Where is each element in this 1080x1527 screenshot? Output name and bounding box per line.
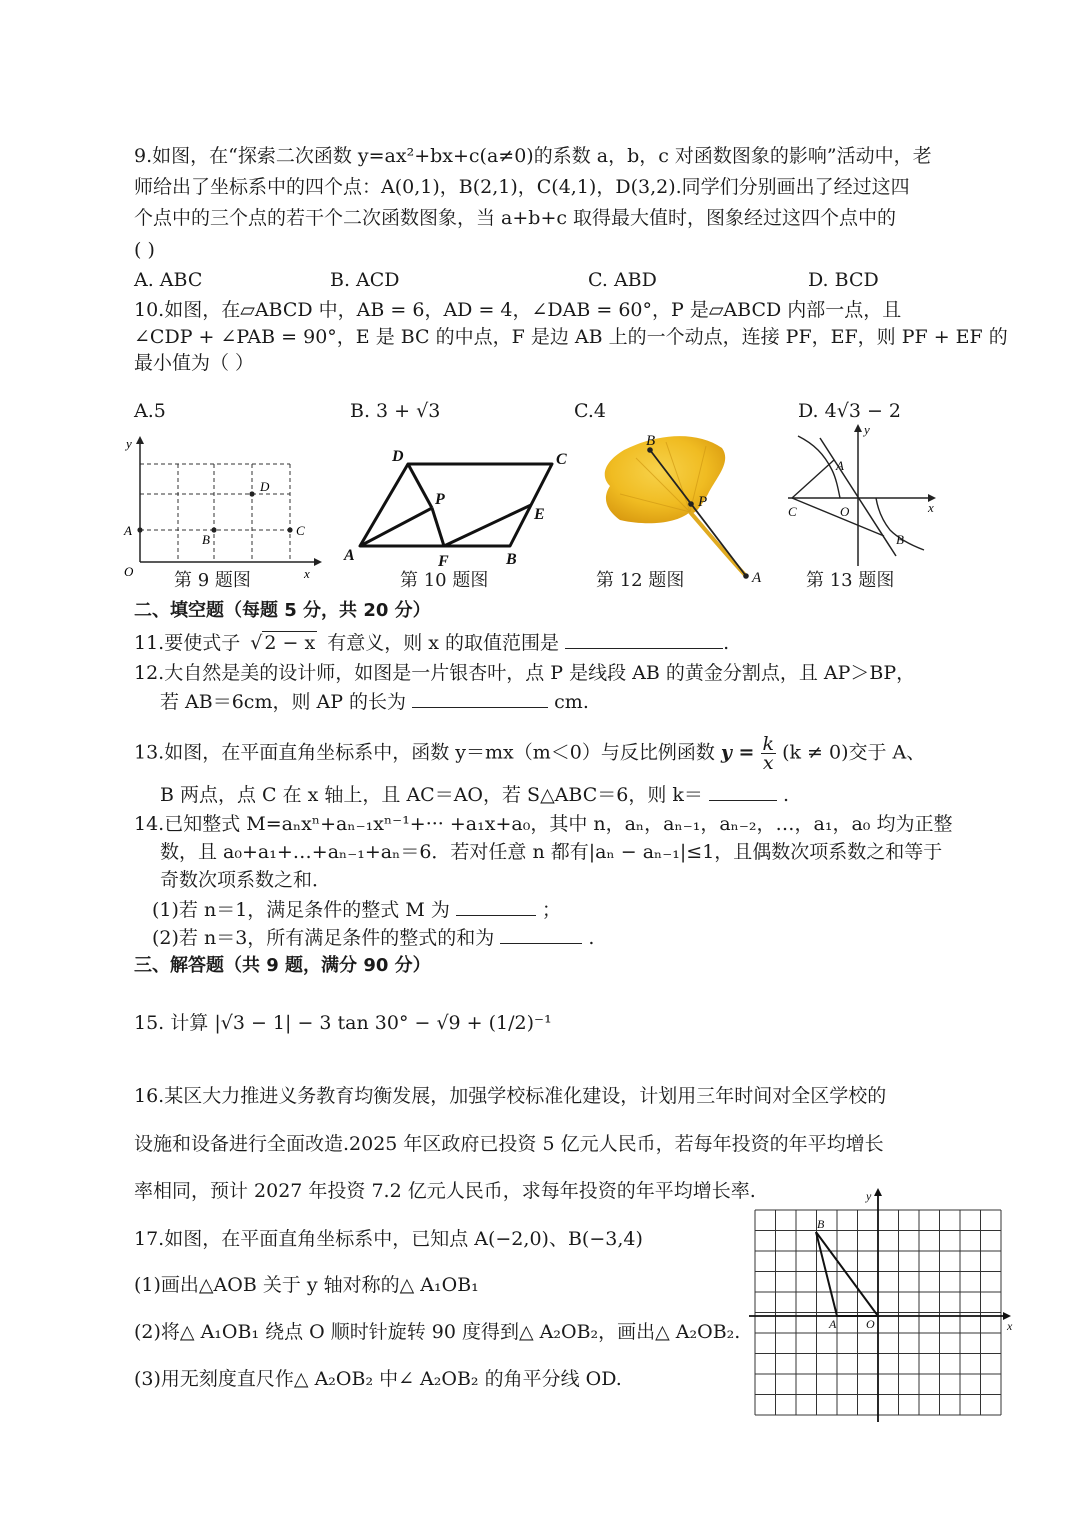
q13-answer-blank[interactable] [709, 782, 777, 801]
fig10-label-e: E [534, 506, 545, 523]
q14-part-2-end: . [588, 927, 595, 949]
q11-answer-blank[interactable] [565, 630, 723, 649]
q10-option-b: B. 3 + √3 [350, 400, 441, 422]
fig9-label-y: y [126, 436, 132, 451]
q16-line-2: 设施和设备进行全面改造.2025 年区政府已投资 5 亿元人民币，若每年投资的年平均增长 [134, 1133, 884, 1155]
figure-13-caption: 第 13 题图 [806, 570, 895, 591]
q14-line-2: 数，且 a₀+a₁+…+aₙ₋₁+aₙ＝6．若对任意 n 都有|aₙ − aₙ₋₁|≤1，且偶数次项系数之和等于 [160, 841, 943, 863]
q14-part-2-text: (2)若 n＝3，所有满足条件的整式的和为 [152, 927, 495, 949]
q10-option-d: D. 4√3 − 2 [798, 400, 902, 422]
q11-text-b: 有意义，则 x 的取值范围是 [327, 632, 560, 654]
q9-option-a: A. ABC [134, 269, 203, 291]
q14-part-1 [152, 897, 561, 923]
fig13-label-c: C [788, 504, 797, 519]
q13-frac-num: k [762, 733, 775, 755]
q13-fraction [761, 735, 777, 772]
fig10-label-c: C [556, 451, 567, 468]
q9-line-1: 9.如图，在“探索二次函数 y=ax²+bx+c(a≠0)的系数 a，b，c 对函数图象的影响”活动中，老 [134, 145, 932, 167]
fig12-label-p: P [698, 494, 708, 510]
q15-label: 15. 计算 [134, 1012, 209, 1034]
q13-text-b: (k ≠ 0)交于 A、 [782, 741, 926, 764]
q17-part-1: (1)画出△AOB 关于 y 轴对称的△ A₁OB₁ [134, 1274, 479, 1296]
q10-line-2: ∠CDP + ∠PAB = 90°，E 是 BC 的中点，F 是边 AB 上的一个动点，连接 PF，EF，则 PF + EF 的 [134, 326, 1008, 348]
q15-line [134, 1010, 552, 1036]
q13-end: . [783, 784, 790, 806]
triangle-aob [816, 1232, 878, 1316]
q14-part-2 [152, 925, 594, 951]
q10-line-1: 10.如图，在▱ABCD 中，AB = 6，AD = 4，∠DAB = 60°，P 是▱ABCD 内部一点，且 [134, 299, 902, 321]
fig12-label-a: A [752, 570, 762, 586]
q11-radical: √ 2 − x [250, 632, 316, 654]
fig9-label-o: O [124, 564, 134, 579]
q10-option-a: A.5 [134, 400, 166, 422]
q12-answer-blank[interactable] [412, 689, 548, 708]
q14-part-1-end: ； [541, 899, 561, 921]
q11-line [134, 630, 729, 656]
fig10-label-d: D [392, 448, 404, 465]
q9-line-2: 师给出了坐标系中的四个点：A(0,1)，B(2,1)，C(4,1)，D(3,2).同学们分别画出了经过这四 [134, 176, 910, 198]
figure-10 [338, 442, 578, 570]
q17-label-y: y [866, 1189, 872, 1203]
figure-12-caption: 第 12 题图 [596, 570, 685, 591]
fig9-label-x: x [304, 566, 310, 581]
fig10-label-b: B [506, 551, 517, 568]
q12-text-a: 若 AB＝6cm，则 AP 的长为 [160, 691, 407, 713]
q14-part-1-blank[interactable] [456, 897, 536, 916]
fig9-label-c: C [296, 523, 305, 538]
fig13-label-a: A [836, 458, 844, 473]
figure-9 [118, 436, 323, 584]
q12-line-2 [160, 689, 589, 715]
fig10-label-a: A [344, 547, 355, 564]
q9-option-c: C. ABD [588, 269, 657, 291]
q13-line-2 [160, 782, 789, 808]
q14-part-2-blank[interactable] [500, 925, 582, 944]
q13-frac-den: x [762, 752, 774, 774]
section-2-heading: 二、填空题（每题 5 分，共 20 分） [134, 600, 431, 621]
q17-part-3: (3)用无刻度直尺作△ A₂OB₂ 中∠ A₂OB₂ 的角平分线 OD. [134, 1368, 622, 1390]
q17-grid-figure [745, 1188, 1025, 1424]
q12-line-1: 12.大自然是美的设计师，如图是一片银杏叶，点 P 是线段 AB 的黄金分割点，且 AP＞BP， [134, 662, 916, 684]
q14-line-1: 14.已知整式 M=aₙxⁿ+aₙ₋₁xⁿ⁻¹+··· +a₁x+a₀，其中 n，aₙ，aₙ₋₁，aₙ₋₂，…，a₁，a₀ 均为正整 [134, 813, 953, 835]
fig13-label-x: x [928, 500, 934, 515]
q13-line-1 [134, 735, 925, 772]
q11-text-a: 11.要使式子 [134, 632, 241, 654]
q17-label-o: O [866, 1317, 875, 1331]
q16-line-3: 率相同，预计 2027 年投资 7.2 亿元人民币，求每年投资的年平均增长率. [134, 1180, 756, 1202]
fig10-label-p: P [435, 491, 445, 508]
q9-option-b: B. ACD [330, 269, 400, 291]
fig10-label-f: F [438, 553, 449, 570]
q9-option-d: D. BCD [808, 269, 879, 291]
q17-part-2: (2)将△ A₁OB₁ 绕点 O 顺时针旋转 90 度得到△ A₂OB₂，画出△ A₂OB₂. [134, 1321, 741, 1343]
q13-y-eq: y = [720, 741, 755, 764]
q11-radicand: 2 − x [264, 632, 316, 654]
q12-unit: cm. [554, 691, 589, 713]
q14-line-3: 奇数次项系数之和． [160, 869, 332, 891]
q15-expression: |√3 − 1| − 3 tan 30° − √9 + (1/2)⁻¹ [214, 1012, 552, 1034]
fig9-label-d: D [260, 479, 270, 494]
q11-end: . [723, 632, 730, 654]
ginkgo-leaf [605, 436, 725, 523]
q10-option-c: C.4 [574, 400, 606, 422]
q10-line-3: 最小值为（ ） [134, 352, 255, 374]
figure-9-caption: 第 9 题图 [174, 570, 251, 591]
figure-10-caption: 第 10 题图 [400, 570, 489, 591]
fig9-label-b: B [202, 532, 210, 547]
q17-label-x: x [1007, 1319, 1013, 1333]
fig13-label-o: O [840, 504, 850, 519]
q13-text-c: B 两点，点 C 在 x 轴上，且 AC＝AO，若 S△ABC＝6，则 k＝ [160, 784, 703, 806]
q16-line-1: 16.某区大力推进义务教育均衡发展，加强学校标准化建设，计划用三年时间对全区学校的 [134, 1085, 887, 1107]
q17-line-1: 17.如图，在平面直角坐标系中，已知点 A(−2,0)、B(−3,4) [134, 1228, 643, 1250]
q13-text-a: 13.如图，在平面直角坐标系中，函数 y＝mx（m＜0）与反比例函数 [134, 741, 715, 764]
figure-13 [784, 420, 944, 570]
fig13-label-b: B [896, 532, 904, 547]
q9-line-3: 个点中的三个点的若干个二次函数图象，当 a+b+c 取得最大值时，图象经过这四个点中的 [134, 207, 897, 229]
section-3-heading: 三、解答题（共 9 题，满分 90 分） [134, 955, 431, 976]
q9-line-4: ( ) [134, 239, 155, 261]
q14-part-1-text: (1)若 n＝1，满足条件的整式 M 为 [152, 899, 450, 921]
q17-label-a: A [829, 1317, 837, 1331]
q17-label-b: B [817, 1217, 825, 1231]
fig12-label-b: B [646, 433, 656, 449]
fig9-label-a: A [124, 523, 132, 538]
fig13-label-y: y [864, 422, 870, 437]
